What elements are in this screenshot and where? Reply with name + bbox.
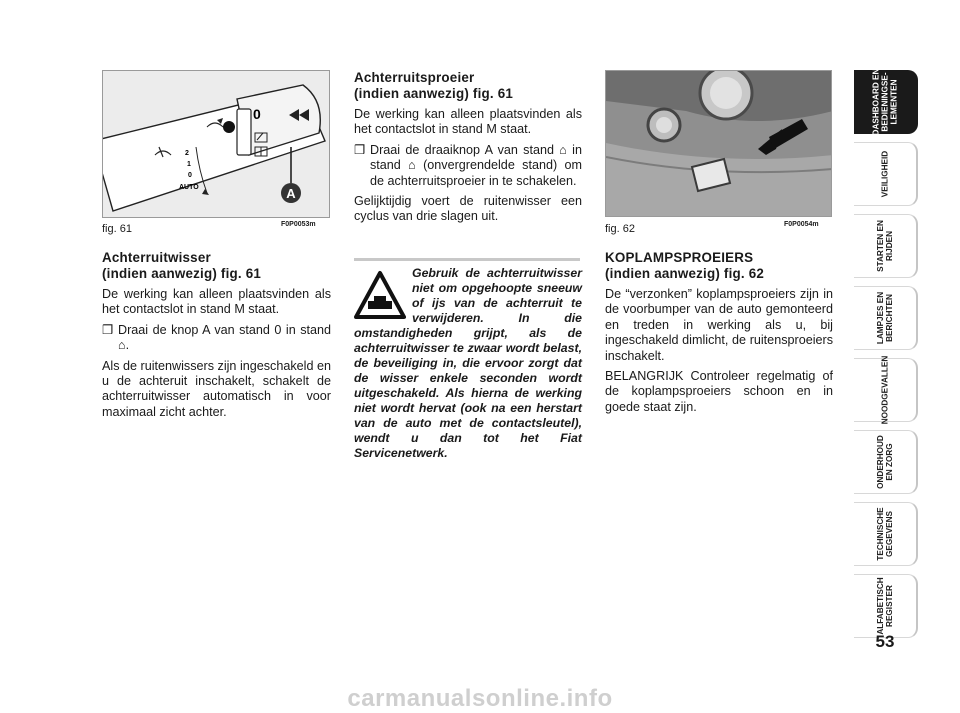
rear-wiper-subtitle: (indien aanwezig) fig. 61 <box>102 266 262 281</box>
warning-text: Gebruik de achterruitwisser niet om opgehoopte sneeuw of ijs van de achterruit te verwijderen. In die omstandigheden grijpt, als de achterruitwisser te zwaar wordt belast, de beveiliging in, die ervoor zorgt dat de wisser enkele seconden wordt uitgeschakeld. Als hierna de werking niet wordt hervat (ook na een herstart van de auto met de contactsleutel), wendt u dan tot het Fiat Servicenetwerk. <box>354 266 582 460</box>
tab-lampjes[interactable] <box>854 286 918 350</box>
stalk-label-0b: 0 <box>188 172 192 179</box>
rear-washer-title: Achterruitsproeier <box>354 70 475 85</box>
rear-wiper-heading <box>102 250 331 282</box>
warning-divider <box>354 258 580 261</box>
wiper-stalk-illustration <box>103 71 330 218</box>
tab-dashboard[interactable] <box>854 70 918 134</box>
tab-label: VEILIGHEID <box>880 150 890 198</box>
headlamp-washer-p2: BELANGRIJK Controleer regelmatig of de koplampsproeiers schoon en in goede staat zijn. <box>605 369 833 414</box>
tab-label: ALFABETISCH REGISTER <box>876 577 894 635</box>
rear-washer-p2: Gelijktijdig voert de ruitenwisser een cyclus van drie slagen uit. <box>354 194 582 224</box>
stalk-label-1: 1 <box>187 161 191 168</box>
warning-triangle-icon <box>354 270 406 320</box>
watermark: carmanualsonline.info <box>347 685 613 712</box>
stalk-label-2: 2 <box>185 150 189 157</box>
tab-veiligheid[interactable] <box>854 142 918 206</box>
headlamp-washer-title: KOPLAMPSPROEIERS <box>605 250 754 265</box>
rear-washer-subtitle: (indien aanwezig) fig. 61 <box>354 86 514 101</box>
tab-noodgevallen[interactable] <box>854 355 918 425</box>
headlamp-washer-p1: De “verzonken” koplampsproeiers zijn in de voorbumper van de auto gemonteerd en treden in werking als u, bij ingeschakeld dimlicht, de ruitensproeiers inschakelt. <box>605 287 833 363</box>
rear-washer-bullet <box>354 143 582 189</box>
column-rear-wiper <box>102 250 331 425</box>
tab-label: LAMPJES EN BERICHTEN <box>876 291 894 345</box>
knob-dot <box>223 121 235 133</box>
rear-washer-heading <box>354 70 582 102</box>
rear-wiper-bullet-text: Draai de knop A van stand 0 in stand ⌂. <box>118 322 331 353</box>
bullet-box-icon: ❒ <box>354 142 366 157</box>
bullet-box-icon: ❒ <box>102 322 114 337</box>
warning-box <box>354 266 582 461</box>
tab-technische[interactable] <box>854 502 918 566</box>
headlamp-washer-photo <box>606 71 832 217</box>
tab-label: ONDERHOUD EN ZORG <box>876 435 894 489</box>
headlamp-washer-subtitle: (indien aanwezig) fig. 62 <box>605 266 765 281</box>
tab-onderhoud[interactable] <box>854 430 918 494</box>
tab-register[interactable] <box>854 574 918 638</box>
headlamp-washer-heading <box>605 250 833 282</box>
rear-wiper-p1: De werking kan alleen plaatsvinden als het contactslot in stand M staat. <box>102 287 331 317</box>
tab-label: NOODGEVALLEN <box>880 355 890 425</box>
tab-label: DASHBOARD EN BEDIENINGSE- LEMENTEN <box>871 68 899 136</box>
rear-wiper-bullet <box>102 323 331 354</box>
section-tabs <box>854 70 918 646</box>
marker-a: A <box>286 186 296 201</box>
fig62-code: F0P0054m <box>784 221 819 228</box>
column-rear-washer <box>354 70 582 230</box>
column-headlamp-washers <box>605 250 833 420</box>
stalk-label-auto: AUTO <box>179 184 199 191</box>
tab-label: TECHNISCHE GEGEVENS <box>876 507 894 561</box>
figure-62 <box>605 70 832 217</box>
rear-washer-p1: De werking kan alleen plaatsvinden als het contactslot in stand M staat. <box>354 107 582 137</box>
fig62-label: fig. 62 <box>605 223 635 235</box>
stalk-label-0: 0 <box>253 106 261 122</box>
figure-61 <box>102 70 330 218</box>
rear-wiper-p2: Als de ruitenwissers zijn ingeschakeld en u de achteruit inschakelt, schakelt de achterruitwisser automatisch in voor maximaal zicht achter. <box>102 358 331 419</box>
fig61-label: fig. 61 <box>102 223 132 235</box>
rear-washer-bullet-text: Draai de draaiknop A van stand ⌂ in stand ⌂ (onvergrendelde stand) om de achterruitsproeier in te schakelen. <box>370 142 582 188</box>
rear-wiper-title: Achterruitwisser <box>102 250 211 265</box>
tab-label: STARTEN EN RIJDEN <box>876 220 894 272</box>
fig61-code: F0P0053m <box>281 221 316 228</box>
page-number: 53 <box>875 632 895 651</box>
tab-starten[interactable] <box>854 214 918 278</box>
